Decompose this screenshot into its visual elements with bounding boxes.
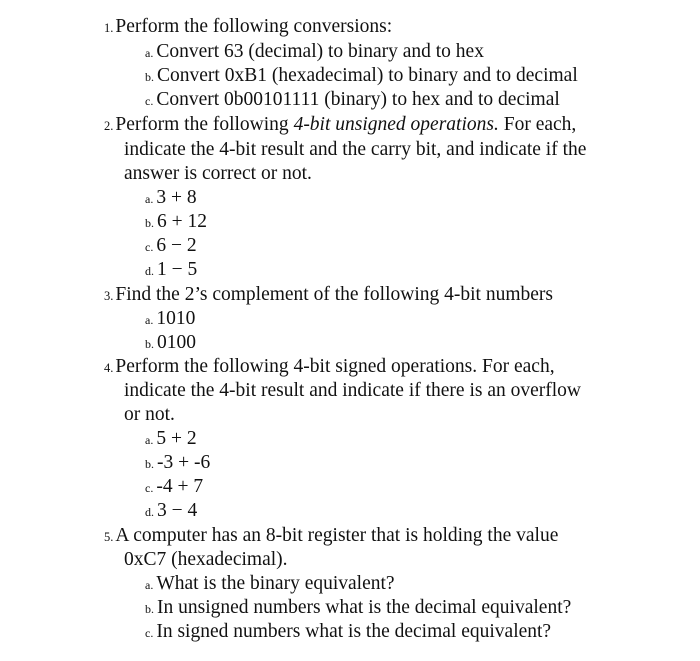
- question-number: 1.: [104, 21, 114, 35]
- subitem-text: -3 + -6: [157, 452, 211, 473]
- question-5-line-2: 0xC7 (hexadecimal).: [124, 549, 288, 570]
- question-number: 5.: [104, 530, 114, 544]
- subitem-label: b.: [145, 216, 154, 230]
- question-number: 4.: [104, 361, 114, 375]
- question-text: Perform the following conversions:: [115, 16, 393, 37]
- subitem-label: a.: [145, 46, 154, 60]
- question-text: Perform the following 4-bit signed operations. For each,: [115, 356, 555, 377]
- subitem-text: 1 − 5: [157, 259, 198, 280]
- subitem-label: a.: [145, 313, 154, 327]
- question-2: [104, 113, 576, 138]
- subitem-label: b.: [145, 457, 154, 471]
- question-4a: [145, 427, 197, 452]
- question-4-line-3: or not.: [124, 404, 175, 425]
- subitem-label: b.: [145, 337, 154, 351]
- subitem-label: a.: [145, 578, 154, 592]
- subitem-text: Convert 0xB1 (hexadecimal) to binary and to decimal: [157, 65, 578, 86]
- question-2b: [145, 210, 207, 235]
- subitem-text: 5 + 2: [156, 428, 197, 449]
- question-1a: [145, 40, 484, 65]
- question-text: Perform the following: [115, 114, 294, 135]
- subitem-label: c.: [145, 626, 154, 640]
- subitem-label: d.: [145, 505, 154, 519]
- question-1: [104, 15, 392, 40]
- question-number: 3.: [104, 289, 114, 303]
- question-5a: [145, 572, 395, 597]
- subitem-text: 6 + 12: [157, 211, 207, 232]
- question-3b: [145, 331, 196, 356]
- subitem-text: Convert 63 (decimal) to binary and to hex: [156, 41, 484, 62]
- question-text: A computer has an 8-bit register that is holding the value: [115, 525, 559, 546]
- subitem-text: 3 + 8: [156, 187, 197, 208]
- subitem-text: -4 + 7: [156, 476, 204, 497]
- question-4-line-2: indicate the 4-bit result and indicate if there is an overflow: [124, 380, 582, 401]
- question-2-line-3: answer is correct or not.: [124, 163, 312, 184]
- question-4d: [145, 499, 197, 524]
- subitem-text: Convert 0b00101111 (binary) to hex and to decimal: [156, 89, 560, 110]
- subitem-label: b.: [145, 602, 154, 616]
- subitem-text: In signed numbers what is the decimal equivalent?: [156, 621, 552, 642]
- question-4: [104, 355, 555, 380]
- question-1b: [145, 64, 578, 89]
- question-text: Find the 2’s complement of the following 4-bit numbers: [115, 284, 553, 305]
- question-3a: [145, 307, 195, 332]
- question-text: For each,: [498, 114, 577, 135]
- subitem-text: In unsigned numbers what is the decimal equivalent?: [157, 597, 572, 618]
- subitem-label: a.: [145, 433, 154, 447]
- subitem-label: c.: [145, 94, 154, 108]
- question-text-italic: 4-bit unsigned operations.: [293, 114, 499, 135]
- question-4c: [145, 475, 203, 500]
- question-5: [104, 524, 558, 549]
- subitem-text: 6 − 2: [156, 235, 197, 256]
- subitem-label: d.: [145, 264, 154, 278]
- question-2-line-2: indicate the 4-bit result and the carry bit, and indicate if the: [124, 139, 587, 160]
- question-3: [104, 283, 553, 308]
- subitem-label: c.: [145, 240, 154, 254]
- subitem-label: b.: [145, 70, 154, 84]
- question-5b: [145, 596, 571, 621]
- question-2d: [145, 258, 197, 283]
- question-4b: [145, 451, 210, 476]
- question-2c: [145, 234, 197, 259]
- subitem-label: a.: [145, 192, 154, 206]
- subitem-text: 0100: [157, 332, 196, 353]
- question-5c: [145, 620, 551, 645]
- question-number: 2.: [104, 119, 114, 133]
- subitem-text: What is the binary equivalent?: [156, 573, 395, 594]
- question-2a: [145, 186, 197, 211]
- subitem-label: c.: [145, 481, 154, 495]
- subitem-text: 1010: [156, 308, 196, 329]
- question-1c: [145, 88, 560, 113]
- subitem-text: 3 − 4: [157, 500, 198, 521]
